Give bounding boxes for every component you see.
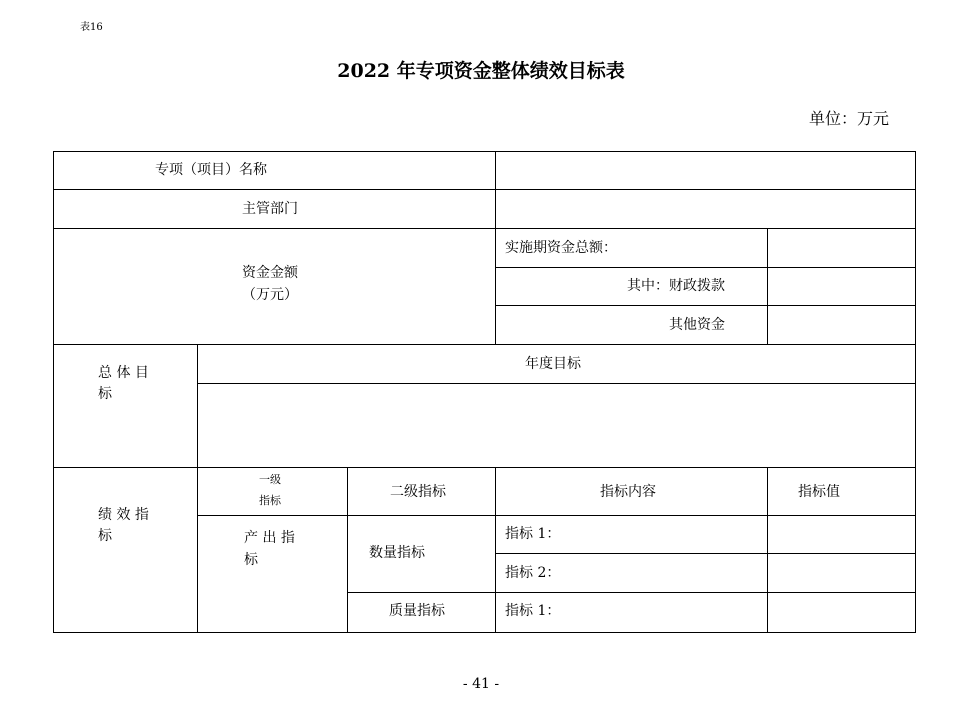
overall-goal-label: 总 体 目: [98, 365, 149, 381]
indicator-value[interactable]: [775, 604, 905, 620]
col-divider: [767, 228, 768, 345]
level1-header-cont: 指标: [259, 494, 281, 507]
department-label: 主管部门: [242, 201, 298, 217]
row-divider: [495, 305, 916, 306]
row-divider: [53, 189, 916, 190]
other-funds-label: 其他资金: [669, 317, 725, 333]
content-header: 指标内容: [600, 484, 656, 500]
table-border-bottom: [53, 632, 916, 633]
total-funds-value[interactable]: [775, 241, 905, 257]
funds-label: 资金金额: [242, 265, 298, 281]
col-divider: [495, 151, 496, 345]
row-divider: [197, 383, 916, 384]
annual-goal-label: 年度目标: [525, 356, 581, 372]
table-border-left: [53, 151, 54, 633]
level2-header: 二级指标: [390, 484, 446, 500]
performance-indicator-label-cont: 标: [98, 528, 112, 544]
fiscal-funds-label: 其中：财政拨款: [627, 278, 725, 294]
quantity-indicator-label: 数量指标: [369, 545, 425, 561]
indicator-content[interactable]: 指标 2：: [505, 565, 561, 581]
page-title: 2022 年专项资金整体绩效目标表: [337, 60, 625, 82]
unit-label: 单位：万元: [808, 109, 889, 128]
other-funds-value[interactable]: [775, 318, 905, 334]
col-divider: [495, 467, 496, 633]
annual-goal-value[interactable]: [207, 395, 907, 455]
row-divider: [347, 592, 916, 593]
table-border-top: [53, 151, 916, 152]
funds-unit-label: （万元）: [242, 287, 298, 303]
department-value[interactable]: [505, 202, 905, 218]
row-divider: [53, 228, 916, 229]
row-divider: [53, 467, 916, 468]
project-name-label: 专项（项目）名称: [155, 162, 267, 178]
quality-indicator-label: 质量指标: [389, 603, 445, 619]
row-divider: [53, 344, 916, 345]
value-header: 指标值: [798, 484, 840, 500]
indicator-content[interactable]: 指标 1：: [505, 526, 561, 542]
overall-goal-label-cont: 标: [98, 386, 112, 402]
table-number: 表16: [80, 22, 103, 33]
fiscal-funds-value[interactable]: [775, 279, 905, 295]
level1-header: 一级: [259, 473, 281, 486]
project-name-value[interactable]: [505, 163, 905, 179]
indicator-content[interactable]: 指标 1：: [505, 603, 561, 619]
page-number: - 41 -: [462, 676, 500, 692]
col-divider: [347, 467, 348, 633]
output-indicator-label: 产 出 指: [244, 530, 295, 546]
indicator-value[interactable]: [775, 566, 905, 582]
total-funds-label: 实施期资金总额：: [505, 240, 617, 256]
col-divider: [767, 467, 768, 633]
col-divider: [197, 344, 198, 633]
performance-indicator-label: 绩 效 指: [98, 507, 149, 523]
row-divider: [495, 553, 916, 554]
row-divider: [197, 515, 916, 516]
row-divider: [495, 267, 916, 268]
output-indicator-label-cont: 标: [244, 552, 258, 568]
table-border-right: [915, 151, 916, 633]
indicator-value[interactable]: [775, 527, 905, 543]
